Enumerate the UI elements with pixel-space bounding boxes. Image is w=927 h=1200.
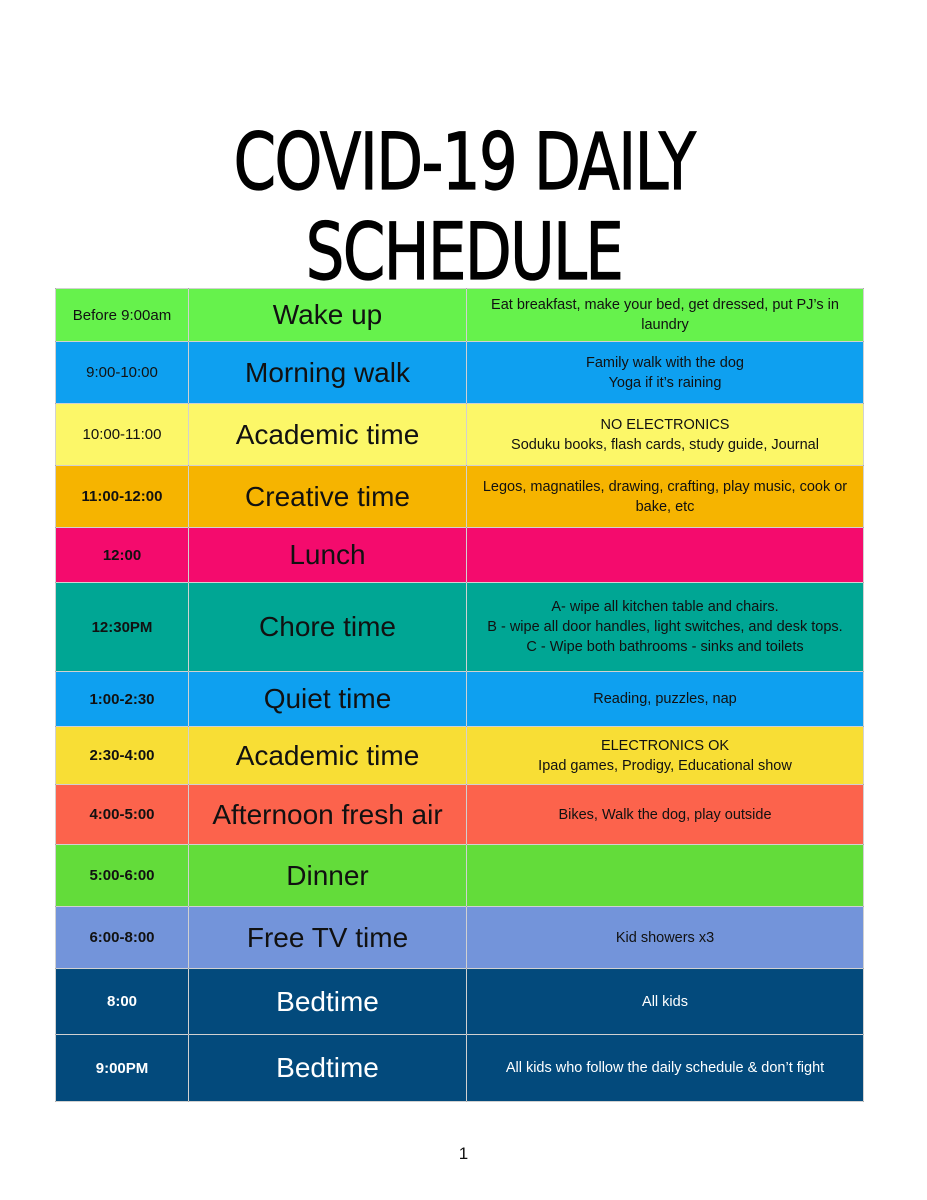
schedule-row — [56, 907, 864, 969]
row-notes — [467, 404, 864, 466]
schedule-row — [56, 785, 864, 845]
row-activity: Bedtime — [189, 969, 467, 1035]
row-time: 9:00PM — [56, 1035, 189, 1102]
note-line: Soduku books, flash cards, study guide, Journal — [511, 436, 819, 453]
note-line: Yoga if it’s raining — [608, 374, 722, 391]
note-line: ELECTRONICS OK — [600, 737, 730, 754]
row-activity: Lunch — [189, 528, 467, 583]
row-activity: Academic time — [189, 404, 467, 466]
schedule-table — [55, 288, 864, 1102]
row-time: 12:00 — [56, 528, 189, 583]
row-notes — [467, 583, 864, 672]
row-time: 8:00 — [56, 969, 189, 1035]
note-line: Eat breakfast, make your bed, get dressed, put PJ’s in — [491, 297, 839, 313]
page-title: COVID-19 DAILY SCHEDULE — [233, 118, 695, 298]
row-activity: Bedtime — [189, 1035, 467, 1102]
row-activity: Morning walk — [189, 342, 467, 404]
row-time: 1:00-2:30 — [56, 672, 189, 727]
note-line: Bikes, Walk the dog, play outside — [558, 806, 772, 823]
schedule-row — [56, 466, 864, 528]
row-time: 12:30PM — [56, 583, 189, 672]
note-line: All kids who follow the daily schedule & don’t fight — [505, 1060, 825, 1076]
schedule-row — [56, 727, 864, 785]
note-line: All kids — [642, 993, 688, 1010]
row-time: 5:00-6:00 — [56, 845, 189, 907]
row-activity: Free TV time — [189, 907, 467, 969]
row-time: 11:00-12:00 — [56, 466, 189, 528]
note-line: NO ELECTRONICS — [600, 416, 730, 433]
row-notes — [467, 672, 864, 727]
schedule-row — [56, 404, 864, 466]
note-line: Kid showers x3 — [615, 929, 715, 946]
row-notes — [467, 845, 864, 907]
row-notes — [467, 907, 864, 969]
note-line: A- wipe all kitchen table and chairs. — [551, 599, 779, 615]
schedule-row — [56, 342, 864, 404]
row-notes — [467, 342, 864, 404]
schedule-row — [56, 672, 864, 727]
row-time: 6:00-8:00 — [56, 907, 189, 969]
note-line: bake, etc — [635, 498, 695, 515]
note-line: C - Wipe both bathrooms - sinks and toilets — [526, 639, 804, 655]
schedule-row — [56, 969, 864, 1035]
note-line: Legos, magnatiles, drawing, crafting, play music, cook or — [482, 478, 848, 495]
row-notes — [467, 1035, 864, 1102]
note-line: Ipad games, Prodigy, Educational show — [538, 757, 792, 774]
row-activity: Creative time — [189, 466, 467, 528]
schedule-row — [56, 845, 864, 907]
schedule-row — [56, 583, 864, 672]
schedule-row — [56, 1035, 864, 1102]
row-activity: Afternoon fresh air — [189, 785, 467, 845]
row-notes — [467, 969, 864, 1035]
row-time: 2:30-4:00 — [56, 727, 189, 785]
row-activity: Wake up — [189, 289, 467, 342]
note-line: Reading, puzzles, nap — [593, 691, 737, 707]
note-line: Family walk with the dog — [586, 354, 744, 371]
row-activity: Dinner — [189, 845, 467, 907]
row-notes — [467, 289, 864, 342]
note-line: B - wipe all door handles, light switches, and desk tops. — [487, 619, 843, 635]
row-notes — [467, 528, 864, 583]
row-notes — [467, 785, 864, 845]
note-line: laundry — [641, 317, 689, 333]
row-activity: Chore time — [189, 583, 467, 672]
row-time: 4:00-5:00 — [56, 785, 189, 845]
row-time: 9:00-10:00 — [56, 342, 189, 404]
page-number: 1 — [458, 1144, 469, 1163]
row-notes — [467, 727, 864, 785]
schedule-row — [56, 528, 864, 583]
row-activity: Quiet time — [189, 672, 467, 727]
row-activity: Academic time — [189, 727, 467, 785]
schedule-row — [56, 289, 864, 342]
row-notes — [467, 466, 864, 528]
row-time: 10:00-11:00 — [56, 404, 189, 466]
row-time: Before 9:00am — [56, 289, 189, 342]
